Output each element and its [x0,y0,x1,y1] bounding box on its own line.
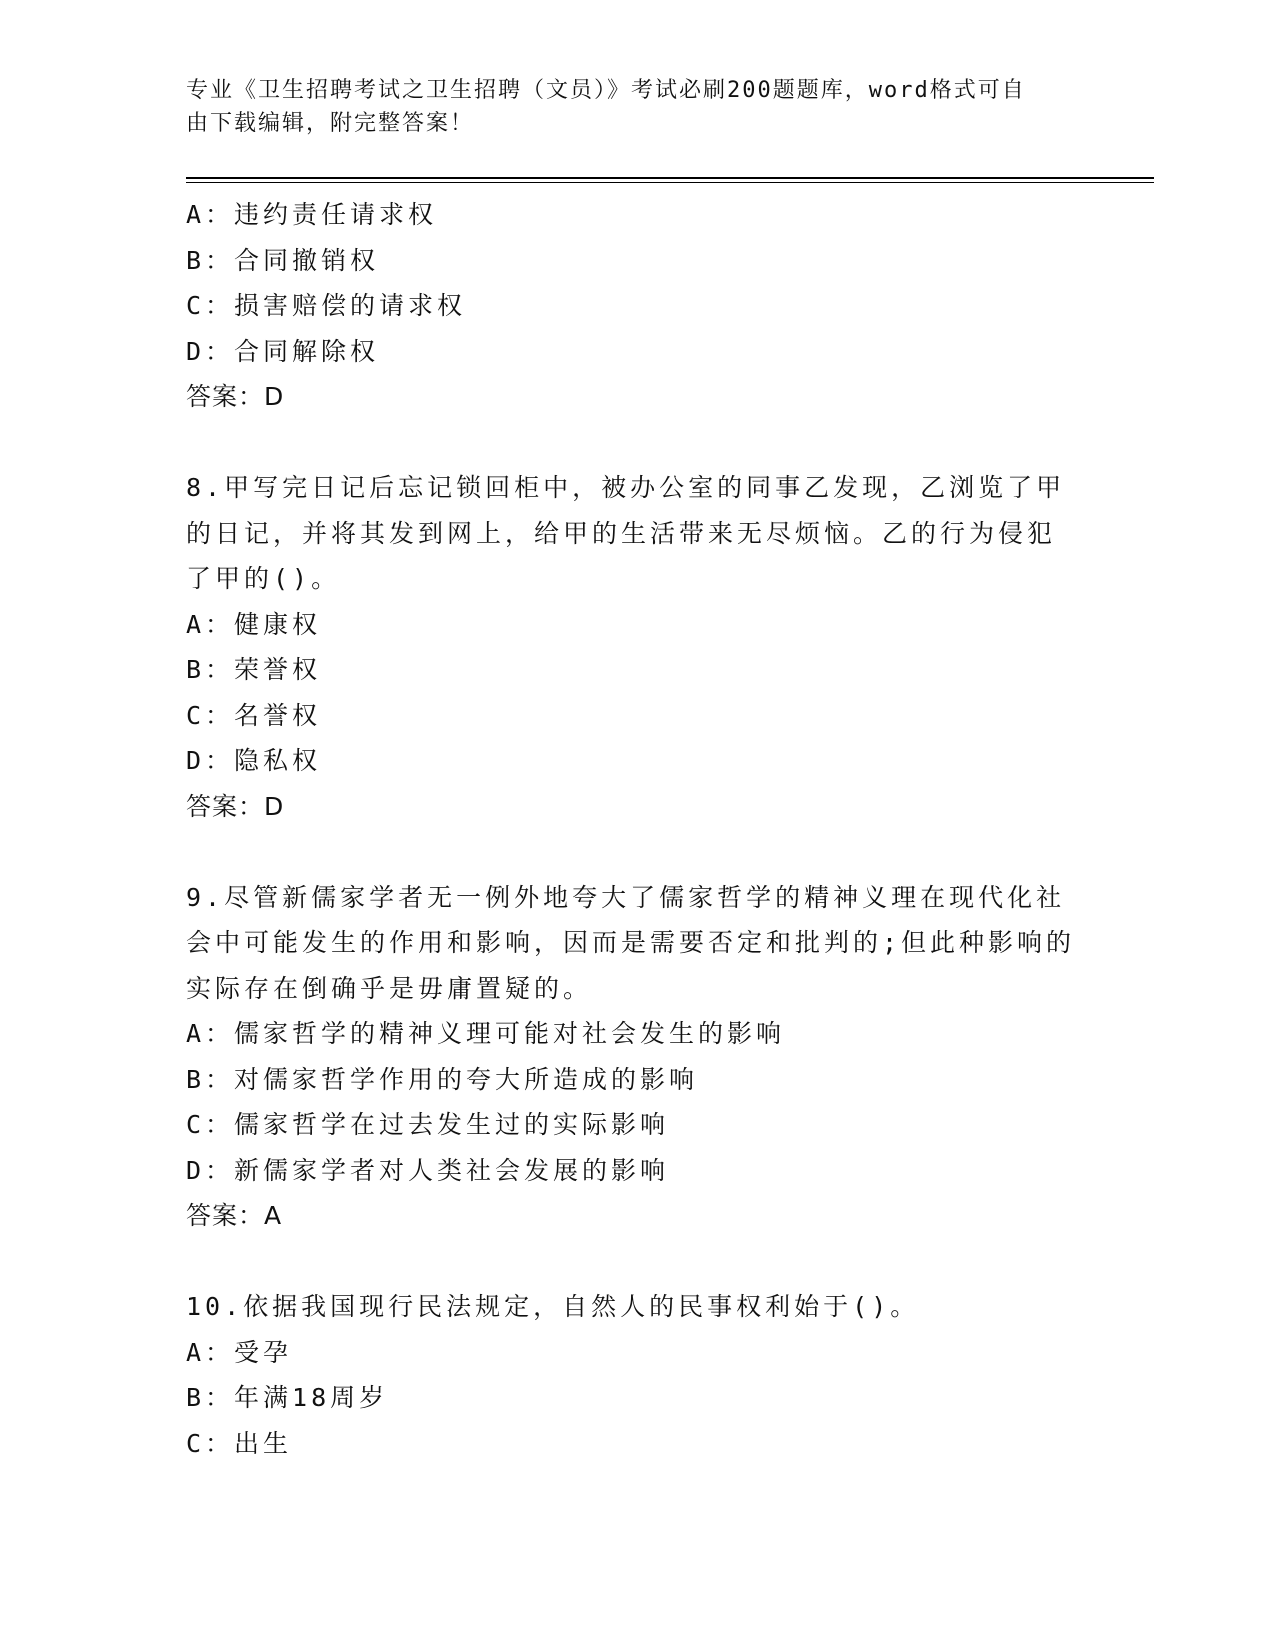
question-text-line: 实际存在倒确乎是毋庸置疑的。 [186,973,593,1003]
question-text-line: 10.依据我国现行民法规定，自然人的民事权利始于()。 [186,1292,920,1321]
option-c: C：名誉权 [186,700,322,730]
question-text-line: 9.尽管新儒家学者无一例外地夸大了儒家哲学的精神义理在现代化社 [186,882,1066,912]
header-line-1: 专业《卫生招聘考试之卫生招聘（文员）》考试必刷200题题库，word格式可自 [186,78,1026,103]
question-text-line: 8.甲写完日记后忘记锁回柜中，被办公室的同事乙发现，乙浏览了甲 [186,473,1066,502]
question-text-line: 的日记，并将其发到网上，给甲的生活带来无尽烦恼。乙的行为侵犯 [186,518,1057,548]
question-text-line: 了甲的()。 [186,564,341,593]
option-d: D：合同解除权 [186,336,380,366]
answer-line: 答案：D [186,382,285,411]
option-a: A：儒家哲学的精神义理可能对社会发生的影响 [186,1019,786,1048]
option-c: C：儒家哲学在过去发生过的实际影响 [186,1110,670,1139]
question-list [186,192,1086,1466]
option-b: B：荣誉权 [186,655,322,684]
question-text-line: 会中可能发生的作用和影响，因而是需要否定和批判的;但此种影响的 [186,928,1076,957]
header-rule-thick [186,177,1154,179]
option-c: C：损害赔偿的请求权 [186,291,467,320]
spacer [186,829,1086,875]
header-line-2: 由下载编辑，附完整答案！ [186,111,475,136]
question-10 [186,1284,1086,1466]
option-a: A：健康权 [186,609,322,639]
spacer [186,1239,1086,1285]
option-b: B：合同撤销权 [186,245,380,275]
question-8 [186,465,1086,829]
question-9 [186,875,1086,1239]
header-rule-thin [186,182,1154,183]
option-a: A：受孕 [186,1337,293,1367]
option-c: C：出生 [186,1428,293,1458]
option-b: B：年满18周岁 [186,1383,389,1412]
option-b: B：对儒家哲学作用的夸大所造成的影响 [186,1064,699,1094]
spacer [186,420,1086,466]
question-7 [186,192,1086,420]
answer-line: 答案：D [186,791,285,821]
option-a: A：违约责任请求权 [186,200,438,229]
option-d: D：新儒家学者对人类社会发展的影响 [186,1155,670,1185]
option-d: D：隐私权 [186,746,322,775]
answer-line: 答案：A [186,1201,283,1230]
document-header [186,74,1066,140]
